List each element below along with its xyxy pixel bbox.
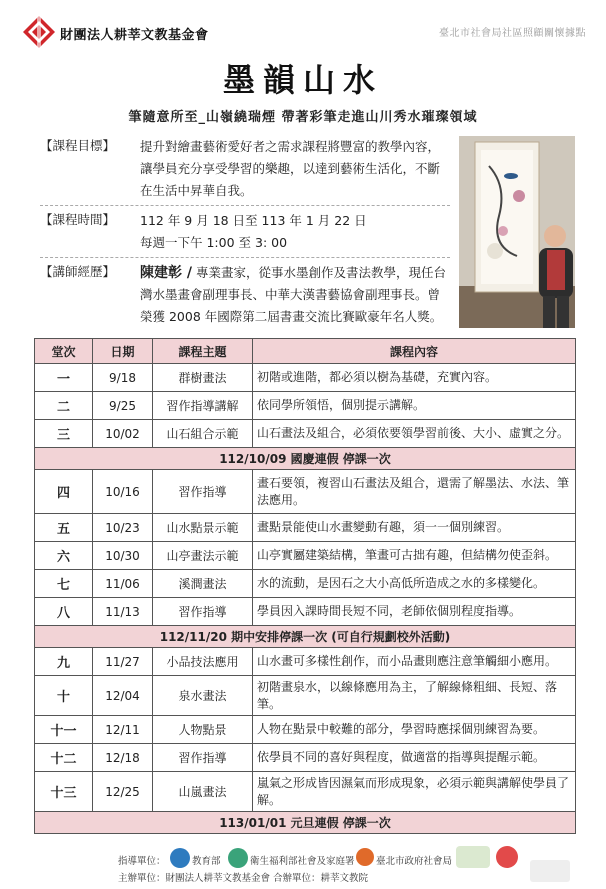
col-header-content: 課程內容 [253, 339, 576, 364]
session-content: 人物在點景中較難的部分，學習時應採個別練習為要。 [253, 716, 576, 744]
mohw-name: 衛生福利部社會及家庭署 [250, 856, 355, 867]
host-line: 主辦單位：財團法人耕莘文教基金會 合辦單位：耕莘文教院 [118, 873, 369, 884]
session-number: 九 [35, 648, 93, 676]
table-row [35, 420, 576, 448]
session-content: 依學員不同的喜好與程度，做適當的指導與提醒示範。 [253, 744, 576, 772]
session-date: 12/25 [93, 772, 153, 812]
session-content: 山水畫可多樣性創作，而小品畫則應注意筆觸細小應用。 [253, 648, 576, 676]
session-topic: 習作指導 [153, 744, 253, 772]
guide-label: 指導單位： [118, 856, 166, 867]
care-point-logo-icon [456, 846, 490, 868]
session-topic: 溪澗畫法 [153, 570, 253, 598]
session-number: 十二 [35, 744, 93, 772]
instructor-photo [459, 136, 575, 328]
page-subtitle: 筆隨意所至_山嶺繞瑞煙 帶著彩筆走進山川秀水璀璨領域 [128, 110, 478, 125]
session-content: 水的流動，是因石之大小高低所造成之水的多樣變化。 [253, 570, 576, 598]
table-row [35, 570, 576, 598]
session-number: 十 [35, 676, 93, 716]
table-row [35, 598, 576, 626]
col-header-date: 日期 [93, 339, 153, 364]
moe-logo-icon [170, 848, 190, 868]
session-topic: 習作指導 [153, 470, 253, 514]
session-date: 11/13 [93, 598, 153, 626]
table-row [35, 542, 576, 570]
page-title: 墨韻山水 [222, 61, 383, 99]
session-number: 十三 [35, 772, 93, 812]
session-number: 十一 [35, 716, 93, 744]
session-topic: 群樹畫法 [153, 364, 253, 392]
session-number: 八 [35, 598, 93, 626]
session-content: 初階或進階，都必須以樹為基礎，充實內容。 [253, 364, 576, 392]
taipei-name: 臺北市政府社會局 [376, 856, 453, 867]
table-row [35, 364, 576, 392]
heart-logo-icon [496, 846, 518, 868]
goal-text: 提升對繪畫藝術愛好者之需求課程將豐富的教學內容，讓學員充分享受學習的樂趣，以達到藝術生活化，不斷在生活中昇華自我。 [140, 139, 441, 198]
session-date: 10/30 [93, 542, 153, 570]
session-date: 12/11 [93, 716, 153, 744]
qr-badge-icon [530, 860, 570, 882]
session-number: 六 [35, 542, 93, 570]
session-date: 10/23 [93, 514, 153, 542]
org-name: 財團法人耕莘文教基金會 [60, 28, 209, 43]
session-date: 12/18 [93, 744, 153, 772]
session-topic: 山水點景示範 [153, 514, 253, 542]
session-content: 嵐氣之形成皆因濕氣而形成現象，必須示範與講解使學員了解。 [253, 772, 576, 812]
session-content: 畫石要領，複習山石畫法及組合，還需了解墨法、水法、筆法應用。 [253, 470, 576, 514]
instructor-label: 【講師經歷】 [40, 264, 116, 279]
session-topic: 山石組合示範 [153, 420, 253, 448]
session-number: 四 [35, 470, 93, 514]
session-number: 二 [35, 392, 93, 420]
session-topic: 習作指導 [153, 598, 253, 626]
header [0, 0, 606, 55]
session-date: 12/04 [93, 676, 153, 716]
table-row [35, 392, 576, 420]
session-content: 畫點景能使山水畫變動有趣，須一一個別練習。 [253, 514, 576, 542]
session-content: 依同學所領悟，個別提示講解。 [253, 392, 576, 420]
session-topic: 習作指導講解 [153, 392, 253, 420]
holiday-notice-row [35, 812, 576, 834]
instructor-bio: 專業畫家，從事水墨創作及書法教學，現任台灣水墨畫會副理事長、中華大漢書藝協會副理事長。曾榮獲 2008 年國際第二屆書畫交流比賽歐豪年名人獎。 [140, 265, 446, 324]
session-date: 10/16 [93, 470, 153, 514]
session-number: 一 [35, 364, 93, 392]
session-number: 七 [35, 570, 93, 598]
table-row [35, 772, 576, 812]
session-date: 9/18 [93, 364, 153, 392]
session-content: 山亭實屬建築結構，筆畫可古拙有趣，但結構勿使歪斜。 [253, 542, 576, 570]
session-topic: 泉水畫法 [153, 676, 253, 716]
session-content: 初階畫泉水，以線條應用為主，了解線條粗細、長短、落筆。 [253, 676, 576, 716]
session-date: 11/27 [93, 648, 153, 676]
divider [40, 205, 450, 206]
table-row [35, 648, 576, 676]
holiday-notice-row [35, 626, 576, 648]
course-info [40, 136, 450, 328]
goal-label: 【課程目標】 [40, 138, 116, 153]
session-date: 10/02 [93, 420, 153, 448]
mohw-logo-icon [228, 848, 248, 868]
holiday-notice: 112/10/09 國慶連假 停課一次 [35, 448, 576, 470]
session-number: 五 [35, 514, 93, 542]
table-row [35, 744, 576, 772]
time-row [40, 210, 450, 254]
session-content: 山石畫法及組合，必須依要領學習前後、大小、虛實之分。 [253, 420, 576, 448]
time-range: 112 年 9 月 18 日至 113 年 1 月 22 日 [140, 213, 367, 228]
time-weekly: 每週一下午 1:00 至 3: 00 [140, 235, 288, 250]
holiday-notice-row [35, 448, 576, 470]
instructor-name: 陳建彰 / [140, 265, 192, 281]
moe-name: 教育部 [192, 856, 221, 867]
holiday-notice: 112/11/20 期中安排停課一次 (可自行規劃校外活動) [35, 626, 576, 648]
goal-row [40, 136, 450, 202]
foundation-logo-icon [22, 15, 56, 49]
care-center-name: 臺北市社會局社區照顧關懷據點 [439, 28, 586, 39]
session-topic: 小品技法應用 [153, 648, 253, 676]
table-row [35, 470, 576, 514]
session-content: 學員因入課時間長短不同，老師依個別程度指導。 [253, 598, 576, 626]
taipei-logo-icon [356, 848, 374, 866]
session-number: 三 [35, 420, 93, 448]
session-date: 9/25 [93, 392, 153, 420]
time-label: 【課程時間】 [40, 212, 116, 227]
table-row [35, 716, 576, 744]
col-header-session: 堂次 [35, 339, 93, 364]
session-date: 11/06 [93, 570, 153, 598]
instructor-row [40, 262, 450, 328]
course-schedule-table [34, 338, 576, 834]
holiday-notice: 113/01/01 元旦連假 停課一次 [35, 812, 576, 834]
col-header-topic: 課程主題 [153, 339, 253, 364]
table-row [35, 514, 576, 542]
table-row [35, 676, 576, 716]
session-topic: 人物點景 [153, 716, 253, 744]
session-topic: 山嵐畫法 [153, 772, 253, 812]
divider [40, 257, 450, 258]
session-topic: 山亭畫法示範 [153, 542, 253, 570]
footer [0, 840, 606, 889]
